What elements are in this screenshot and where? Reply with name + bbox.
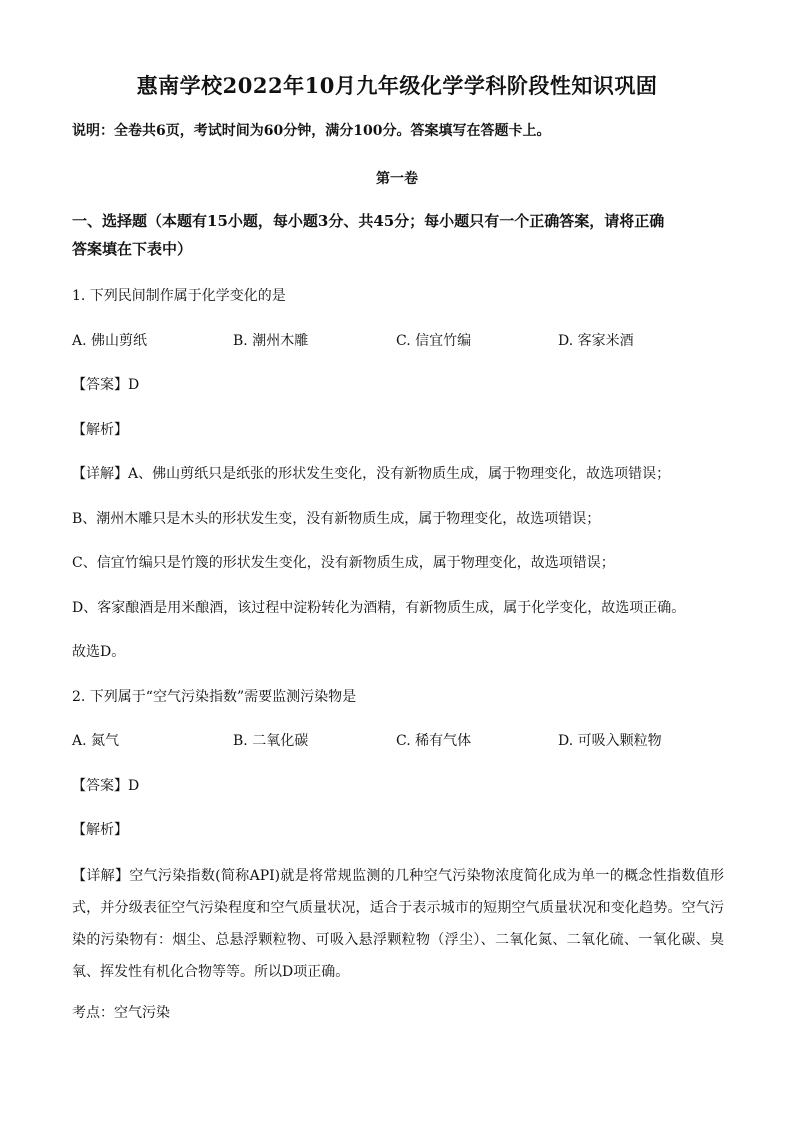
page-title: 惠南学校2022年10月九年级化学学科阶段性知识巩固 (136, 73, 658, 98)
q2-kaodian: 考点：空气污染 (72, 1005, 170, 1021)
question-1-stem: 1. 下列民间制作属于化学变化的是 (72, 288, 286, 304)
q2-option-c: C. 稀有气体 (396, 733, 472, 749)
q2-answer: 【答案】D (72, 778, 140, 794)
q1-detail-line-4: D、客家酿酒是用米酿酒，该过程中淀粉转化为酒精，有新物质生成，属于化学变化，故选项正确。 (72, 600, 686, 616)
exam-note: 说明：全卷共6页，考试时间为60分钟，满分100分。答案填写在答题卡上。 (72, 123, 551, 139)
q1-detail-line-2: B、潮州木雕只是木头的形状发生变，没有新物质生成，属于物理变化，故选项错误； (72, 511, 601, 527)
section-heading-line-1: 一、选择题（本题有15小题，每小题3分、共45分；每小题只有一个正确答案，请将正确 (72, 212, 665, 230)
q1-answer: 【答案】D (72, 377, 140, 393)
section-heading (72, 207, 724, 263)
q1-option-a: A. 佛山剪纸 (72, 333, 148, 349)
q2-option-d: D. 可吸入颗粒物 (558, 733, 662, 749)
question-2-stem: 2. 下列属于“空气污染指数”需要监测污染物是 (72, 689, 357, 705)
q1-analysis-label: 【解析】 (72, 422, 128, 438)
q1-detail-line-1: 【详解】A、佛山剪纸只是纸张的形状发生变化，没有新物质生成，属于物理变化，故选项错误； (72, 466, 671, 482)
q1-conclusion: 故选D。 (72, 644, 126, 660)
volume-heading: 第一卷 (376, 171, 418, 187)
q1-option-d: D. 客家米酒 (558, 333, 634, 349)
q1-option-b: B. 潮州木雕 (233, 333, 309, 349)
q1-detail-line-3: C、信宜竹编只是竹篾的形状发生变化，没有新物质生成，属于物理变化，故选项错误； (72, 555, 615, 571)
q2-detail-paragraph: 【详解】空气污染指数(简称API)就是将常规监测的几种空气污染物浓度简化成为单一的概念性指数值形式，并分级表征空气污染程度和空气质量状况，适合于表示城市的短期空气质量状况和变化趋势。空气污染的污染物有：烟尘、总悬浮颗粒物、可吸入悬浮颗粒物（浮尘）、二氧化氮、二氧化硫、一氧化碳、臭氧、挥发性有机化合物等等。所以D项正确。 (72, 868, 724, 980)
q2-option-a: A. 氮气 (72, 733, 120, 749)
q1-option-c: C. 信宜竹编 (396, 333, 472, 349)
q2-analysis-label: 【解析】 (72, 822, 128, 838)
q2-option-b: B. 二氧化碳 (233, 733, 309, 749)
section-heading-line-2: 答案填在下表中） (72, 240, 193, 258)
